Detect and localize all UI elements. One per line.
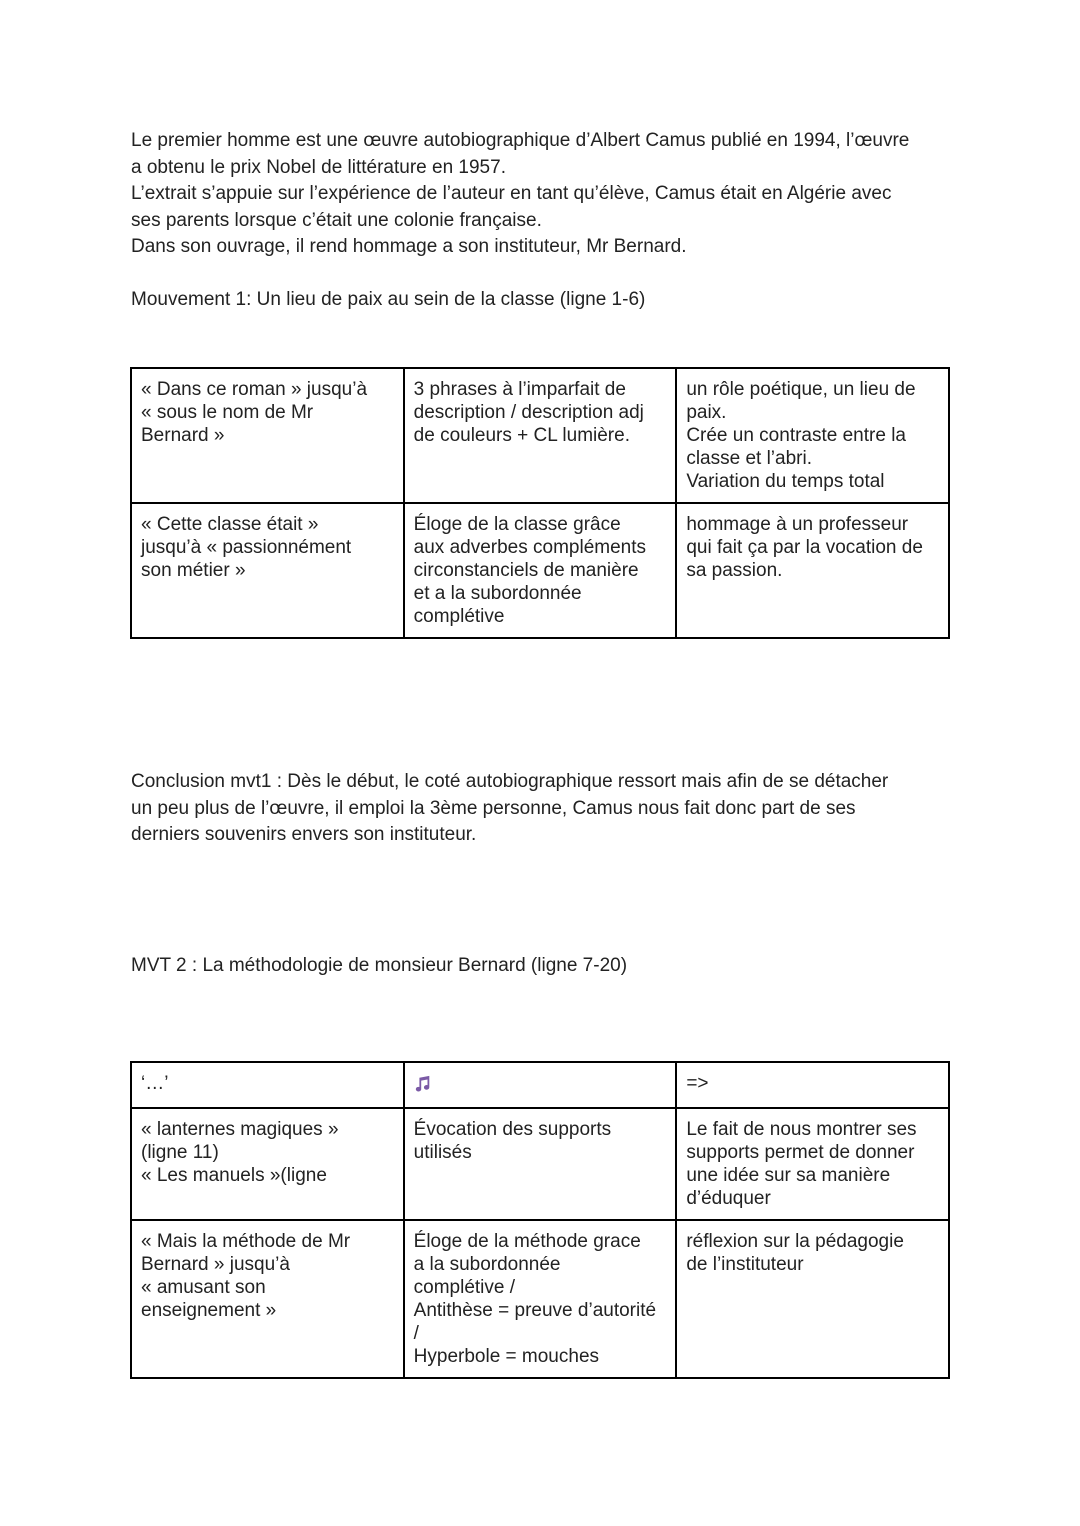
table-row: [131, 503, 949, 638]
cell-line: Éloge de la classe grâce: [413, 514, 621, 535]
table-cell: [676, 503, 949, 638]
intro-line: a obtenu le prix Nobel de littérature en 1957.: [131, 156, 506, 178]
intro-line: Dans son ouvrage, il rend hommage a son instituteur, Mr Bernard.: [131, 236, 687, 257]
cell-line: classe et l’abri.: [686, 448, 812, 469]
intro-line: ses parents lorsque c’était une colonie française.: [131, 209, 542, 231]
table-cell: [404, 1108, 677, 1220]
cell-line: « Les manuels »(ligne: [141, 1165, 327, 1186]
conclusion-line: Conclusion mvt1 : Dès le début, le coté autobiographique ressort mais afin de se détacher: [131, 771, 889, 792]
cell-line: circonstanciels de manière: [413, 560, 639, 581]
cell-line: Éloge de la méthode grace: [413, 1231, 641, 1252]
cell-line: paix.: [686, 402, 727, 423]
cell-line: d’éduquer: [686, 1188, 771, 1209]
mvt2-heading: [131, 953, 961, 980]
table-cell: [131, 1108, 404, 1220]
table-row: [131, 368, 949, 503]
table-cell: [404, 1062, 677, 1108]
cell-line: utilisés: [413, 1142, 472, 1163]
cell-line: Évocation des supports: [413, 1119, 612, 1140]
cell-line: hommage à un professeur: [686, 514, 909, 535]
cell-line: « Cette classe était »: [141, 514, 319, 535]
cell-line: (ligne 11): [141, 1142, 219, 1163]
conclusion-line: un peu plus de l’œuvre, il emploi la 3ème personne, Camus nous fait donc part de ses: [131, 797, 856, 819]
cell-line: de couleurs + CL lumière.: [413, 425, 630, 446]
cell-line: aux adverbes compléments: [413, 537, 646, 558]
table-cell: [131, 368, 404, 503]
table-cell: [404, 503, 677, 638]
table-row: [131, 1108, 949, 1220]
cell-line: Bernard »: [141, 425, 225, 446]
cell-line: a la subordonnée: [413, 1254, 561, 1275]
table-cell: [676, 1220, 949, 1378]
cell-line: qui fait ça par la vocation de: [686, 537, 923, 558]
table-header-row: [131, 1062, 949, 1108]
table-cell: [404, 368, 677, 503]
cell-line: Crée un contraste entre la: [686, 425, 906, 446]
mvt2-table: [130, 1061, 950, 1379]
cell-line: « Dans ce roman » jusqu’à: [141, 379, 368, 400]
cell-line: son métier »: [141, 560, 246, 581]
mvt1-table: [130, 367, 950, 639]
mvt1-heading: [131, 287, 961, 314]
cell-line: complétive: [413, 606, 505, 627]
cell-line: Bernard » jusqu’à: [141, 1254, 290, 1275]
cell-line: /: [413, 1323, 419, 1344]
mvt1-heading-text: Mouvement 1: Un lieu de paix au sein de la classe (ligne 1-6): [131, 289, 646, 310]
intro-paragraph: [131, 128, 961, 261]
cell-line: « sous le nom de Mr: [141, 402, 314, 423]
table-cell: [131, 1220, 404, 1378]
cell-line: de l’instituteur: [686, 1254, 804, 1275]
cell-line: description / description adj: [413, 402, 644, 423]
cell-line: supports permet de donner: [686, 1142, 915, 1163]
conclusion-line: derniers souvenirs envers son instituteur.: [131, 824, 477, 845]
cell-line: complétive /: [413, 1277, 516, 1298]
table-cell: [676, 1062, 949, 1108]
cell-line: ‘…’: [141, 1073, 169, 1094]
table-cell: [676, 368, 949, 503]
table-cell: [676, 1108, 949, 1220]
cell-line: une idée sur sa manière: [686, 1165, 891, 1186]
cell-line: Variation du temps total: [686, 471, 885, 492]
table-cell: [131, 503, 404, 638]
intro-line: Le premier homme est une œuvre autobiographique d’Albert Camus publié en 1994, l’œuvre: [131, 130, 910, 151]
cell-line: jusqu’à « passionnément: [141, 537, 352, 558]
table-row: [131, 1220, 949, 1378]
cell-line: réflexion sur la pédagogie: [686, 1231, 904, 1252]
cell-line: « Mais la méthode de Mr: [141, 1231, 351, 1252]
cell-line: =>: [686, 1073, 709, 1094]
cell-line: Le fait de nous montrer ses: [686, 1119, 917, 1140]
table-cell: [131, 1062, 404, 1108]
cell-line: Antithèse = preuve d’autorité: [413, 1300, 657, 1321]
cell-line: « lanternes magiques »: [141, 1119, 339, 1140]
cell-line: 3 phrases à l’imparfait de: [413, 379, 626, 400]
table-cell: [404, 1220, 677, 1378]
cell-line: Hyperbole = mouches: [413, 1346, 600, 1367]
music-note-icon: [414, 1075, 432, 1093]
cell-line: et a la subordonnée: [413, 583, 582, 604]
mvt2-heading-text: MVT 2 : La méthodologie de monsieur Bernard (ligne 7-20): [131, 955, 628, 976]
cell-line: enseignement »: [141, 1300, 277, 1321]
cell-line: un rôle poétique, un lieu de: [686, 379, 916, 400]
cell-line: sa passion.: [686, 560, 783, 581]
cell-line: « amusant son: [141, 1277, 266, 1298]
intro-line: L’extrait s’appuie sur l’expérience de l’auteur en tant qu’élève, Camus était en Algérie avec: [131, 183, 892, 204]
conclusion-paragraph: [131, 769, 961, 849]
